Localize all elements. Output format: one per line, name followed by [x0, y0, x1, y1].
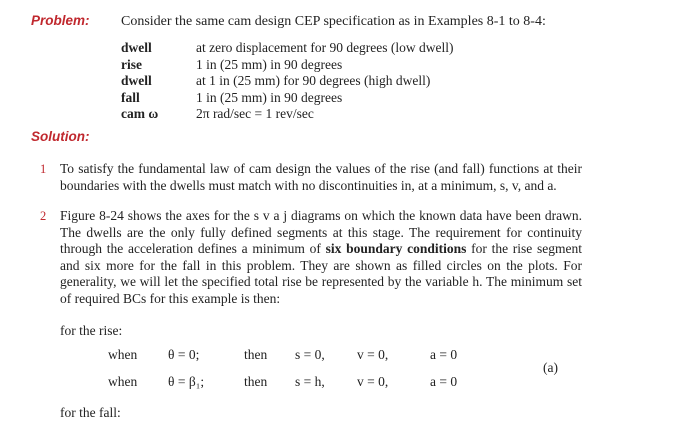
- spec-value: at zero displacement for 90 degrees (low dwell): [196, 40, 454, 55]
- spec-list: [121, 40, 454, 123]
- eq-s: s = 0,: [295, 347, 325, 362]
- spec-row: [121, 106, 454, 123]
- spec-key: dwell: [121, 40, 152, 55]
- eq-when: when: [108, 347, 138, 362]
- eq-a: a = 0: [430, 374, 458, 389]
- eq-when: when: [108, 374, 138, 389]
- for-fall-label: for the fall:: [60, 405, 121, 420]
- spec-value: 1 in (25 mm) in 90 degrees: [196, 56, 343, 72]
- step-text-part: for the rise segment and six more for the fall in this problem. They are shown as filled circles on the plots. For generality, we will let the specified total rise be represented by the variable h. The minimum set of required BCs for this example is then:: [60, 241, 583, 306]
- spec-row: [121, 57, 454, 74]
- step-text-part: Figure 8-24 shows the axes for the s v a j diagrams on which the known data have been drawn. The dwells are the only fully defined segments at this stage. The requirement for continuity through the acceleration defines a minimum of: [60, 208, 582, 256]
- step-text: To satisfy the fundamental law of cam design the values of the rise (and fall) functions at their boundaries with the dwells must match with no discontinuities in, at a minimum, s, v, and a.: [60, 161, 582, 193]
- eq-then: then: [244, 347, 268, 362]
- for-rise-label: for the rise:: [60, 323, 123, 338]
- eq-a: a = 0: [430, 347, 458, 362]
- equation-tag: (a): [543, 360, 558, 375]
- equation-row: [0, 347, 700, 365]
- eq-v: v = 0,: [357, 374, 389, 389]
- step-number: 1: [40, 162, 47, 176]
- spec-key: rise: [121, 56, 142, 72]
- step-text-bold: six boundary conditions: [325, 241, 467, 256]
- spec-row: [121, 40, 454, 57]
- problem-intro: Consider the same cam design CEP specification as in Examples 8-1 to 8-4:: [121, 14, 546, 29]
- eq-s: s = h,: [295, 374, 325, 389]
- eq-v: v = 0,: [357, 347, 389, 362]
- spec-row: [121, 73, 454, 90]
- spec-key: cam ω: [121, 106, 159, 121]
- spec-value: 2π rad/sec = 1 rev/sec: [196, 106, 314, 121]
- step-text: [60, 208, 582, 307]
- solution-label: Solution:: [31, 129, 90, 144]
- equation-row: [0, 374, 700, 392]
- eq-then: then: [244, 374, 268, 389]
- step-number: 2: [40, 209, 47, 223]
- eq-theta: θ = 0;: [168, 347, 200, 362]
- spec-key: fall: [121, 89, 140, 105]
- spec-row: [121, 90, 454, 107]
- spec-key: dwell: [121, 73, 152, 88]
- eq-theta: θ = β₁;: [168, 374, 205, 389]
- problem-label: Problem:: [31, 13, 90, 28]
- spec-value: at 1 in (25 mm) for 90 degrees (high dwell): [196, 73, 431, 88]
- spec-value: 1 in (25 mm) in 90 degrees: [196, 89, 343, 105]
